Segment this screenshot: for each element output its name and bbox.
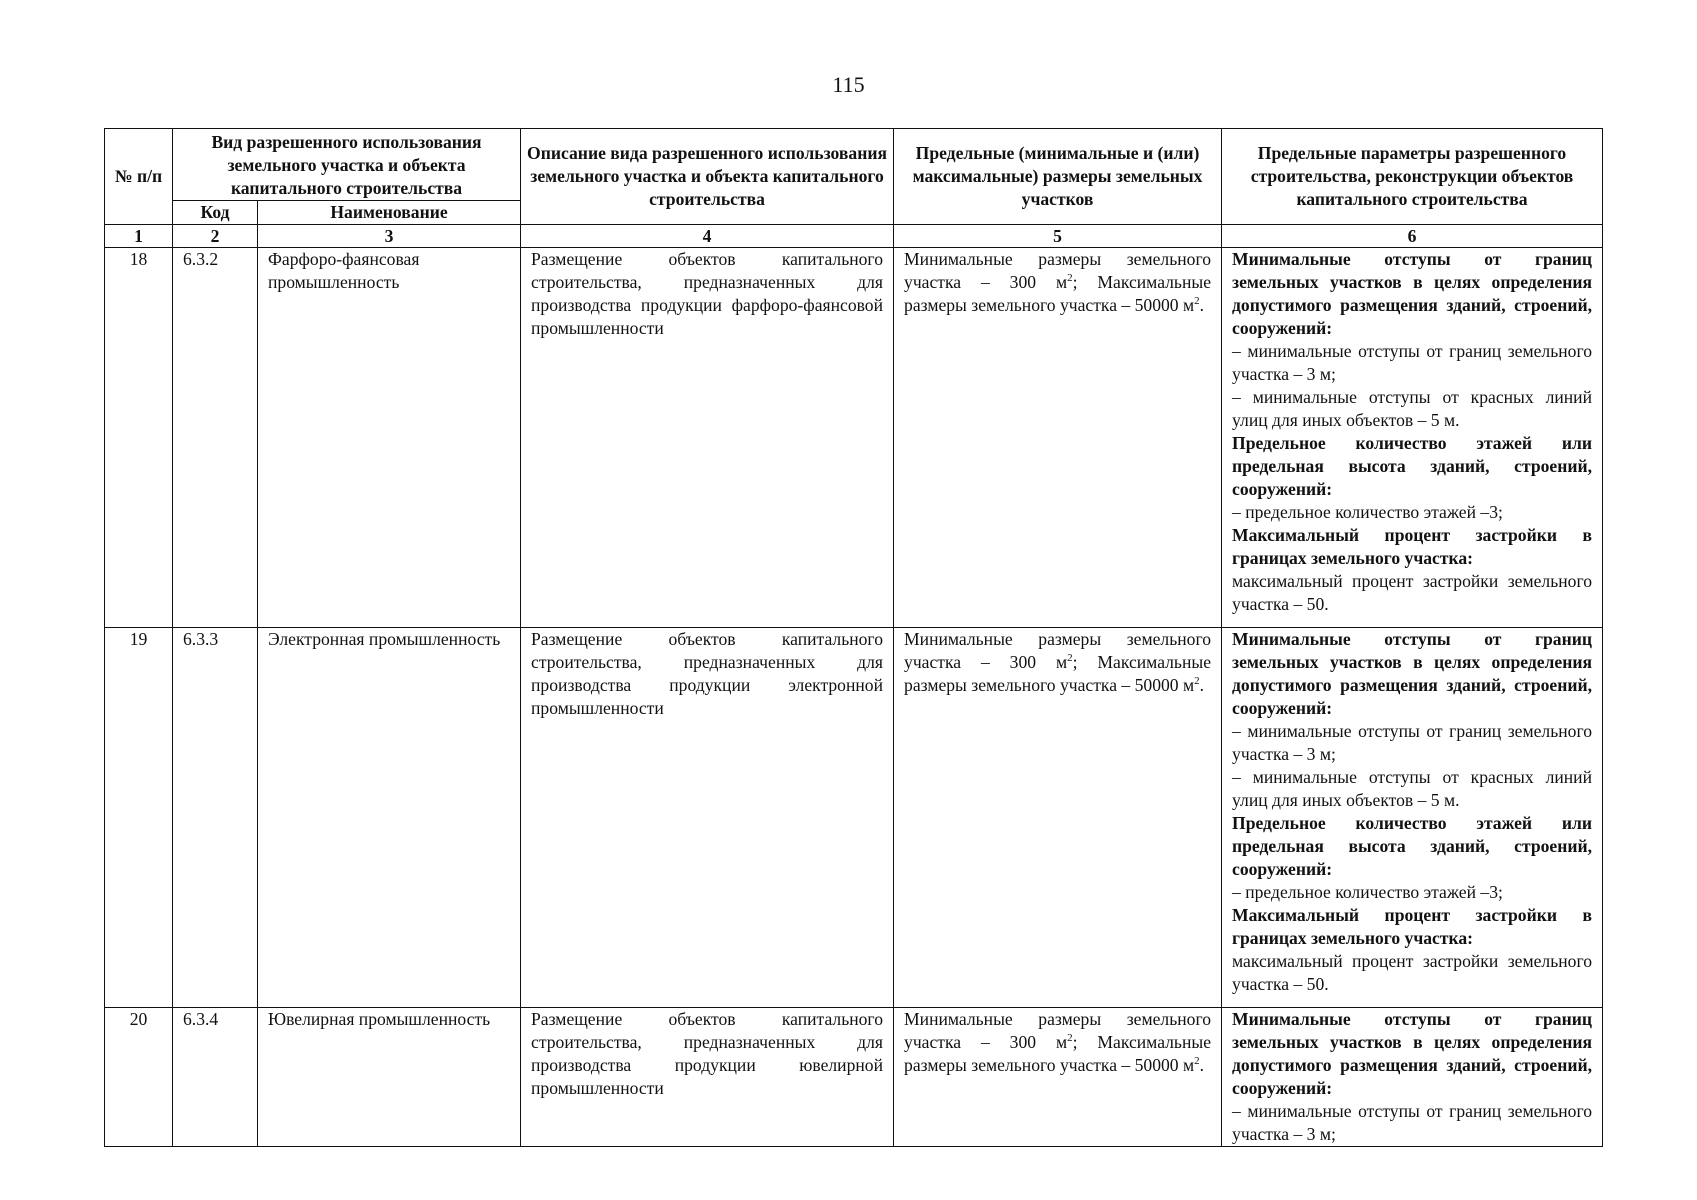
row-description: Размещение объектов капитального строительства, предназначенных для производства продукции ювелирной промышленности	[521, 1008, 894, 1147]
param-setback-red-lines: – минимальные отступы от красных линий улиц для иных объектов – 5 м.	[1232, 767, 1593, 810]
param-heading-floors: Предельное количество этажей или предельная высота зданий, строений, сооружений:	[1232, 433, 1593, 499]
header-description: Описание вида разрешенного использования земельного участка и объекта капитального строительства	[521, 129, 894, 225]
page-number: 115	[832, 72, 865, 97]
size-max: Максимальные размеры земельного участка – 50000 м	[904, 272, 1212, 315]
size-max-end: .	[1199, 1055, 1205, 1075]
row-name: Электронная промышленность	[258, 628, 521, 1008]
land-use-table	[104, 128, 1603, 1147]
param-heading-setbacks: Минимальные отступы от границ земельных участков в целях определения допустимого размещения зданий, строений, сооружений:	[1232, 1009, 1593, 1098]
row-number: 19	[105, 628, 173, 1008]
param-setback-boundary: – минимальные отступы от границ земельного участка – 3 м;	[1232, 1101, 1593, 1144]
size-min-end: ;	[1072, 272, 1078, 292]
param-heading-setbacks: Минимальные отступы от границ земельных участков в целях определения допустимого размещения зданий, строений, сооружений:	[1232, 629, 1593, 718]
header-row	[105, 129, 1603, 201]
table-row	[105, 628, 1603, 1008]
row-land-sizes	[894, 248, 1222, 628]
column-number: 6	[1222, 225, 1603, 248]
param-heading-coverage: Максимальный процент застройки в границах земельного участка:	[1232, 525, 1593, 568]
param-setback-red-lines: – минимальные отступы от красных линий улиц для иных объектов – 5 м.	[1232, 387, 1593, 430]
row-code: 6.3.3	[173, 628, 258, 1008]
row-description: Размещение объектов капитального строительства, предназначенных для производства продукции фарфоро-фаянсовой промышленности	[521, 248, 894, 628]
header-use-type: Вид разрешенного использования земельного участка и объекта капитального строительства	[173, 129, 521, 201]
param-heading-coverage: Максимальный процент застройки в границах земельного участка:	[1232, 905, 1593, 948]
size-min: Минимальные размеры земельного участка – 300 м	[904, 249, 1212, 292]
header-name: Наименование	[258, 201, 521, 225]
unit-exponent: 2	[1194, 1055, 1200, 1068]
row-code: 6.3.2	[173, 248, 258, 628]
param-coverage: максимальный процент застройки земельного участка – 50.	[1232, 951, 1593, 994]
param-coverage: максимальный процент застройки земельного участка – 50.	[1232, 571, 1593, 614]
row-parameters	[1222, 628, 1603, 1008]
row-land-sizes	[894, 628, 1222, 1008]
table-row	[105, 248, 1603, 628]
header-code: Код	[173, 201, 258, 225]
unit-exponent: 2	[1194, 675, 1200, 688]
header-land-sizes: Предельные (минимальные и (или) максимальные) размеры земельных участков	[894, 129, 1222, 225]
unit-exponent: 2	[1067, 652, 1073, 665]
unit-exponent: 2	[1067, 1032, 1073, 1045]
size-min: Минимальные размеры земельного участка – 300 м	[904, 629, 1212, 672]
column-number: 1	[105, 225, 173, 248]
row-number: 20	[105, 1008, 173, 1147]
row-parameters	[1222, 1008, 1603, 1147]
size-max: Максимальные размеры земельного участка – 50000 м	[904, 1032, 1212, 1075]
size-max-end: .	[1199, 675, 1205, 695]
row-number: 18	[105, 248, 173, 628]
param-setback-boundary: – минимальные отступы от границ земельного участка – 3 м;	[1232, 341, 1593, 384]
column-number: 3	[258, 225, 521, 248]
size-min-end: ;	[1072, 652, 1078, 672]
row-name: Фарфоро-фаянсовая промышленность	[258, 248, 521, 628]
param-floors: – предельное количество этажей –3;	[1232, 882, 1503, 902]
unit-exponent: 2	[1194, 295, 1200, 308]
row-name: Ювелирная промышленность	[258, 1008, 521, 1147]
size-min: Минимальные размеры земельного участка – 300 м	[904, 1009, 1212, 1052]
table-row	[105, 1008, 1603, 1147]
column-number: 2	[173, 225, 258, 248]
size-min-end: ;	[1072, 1032, 1078, 1052]
unit-exponent: 2	[1067, 272, 1073, 285]
size-max: Максимальные размеры земельного участка – 50000 м	[904, 652, 1212, 695]
row-description: Размещение объектов капитального строительства, предназначенных для производства продукции электронной промышленности	[521, 628, 894, 1008]
param-heading-floors: Предельное количество этажей или предельная высота зданий, строений, сооружений:	[1232, 813, 1593, 879]
param-floors: – предельное количество этажей –3;	[1232, 502, 1503, 522]
header-number: № п/п	[105, 129, 173, 225]
size-max-end: .	[1199, 295, 1205, 315]
row-code: 6.3.4	[173, 1008, 258, 1147]
column-number: 4	[521, 225, 894, 248]
param-setback-boundary: – минимальные отступы от границ земельного участка – 3 м;	[1232, 721, 1593, 764]
header-parameters: Предельные параметры разрешенного строительства, реконструкции объектов капитального строительства	[1222, 129, 1603, 225]
row-parameters	[1222, 248, 1603, 628]
row-land-sizes	[894, 1008, 1222, 1147]
column-number-row	[105, 225, 1603, 248]
param-heading-setbacks: Минимальные отступы от границ земельных участков в целях определения допустимого размещения зданий, строений, сооружений:	[1232, 249, 1593, 338]
column-number: 5	[894, 225, 1222, 248]
